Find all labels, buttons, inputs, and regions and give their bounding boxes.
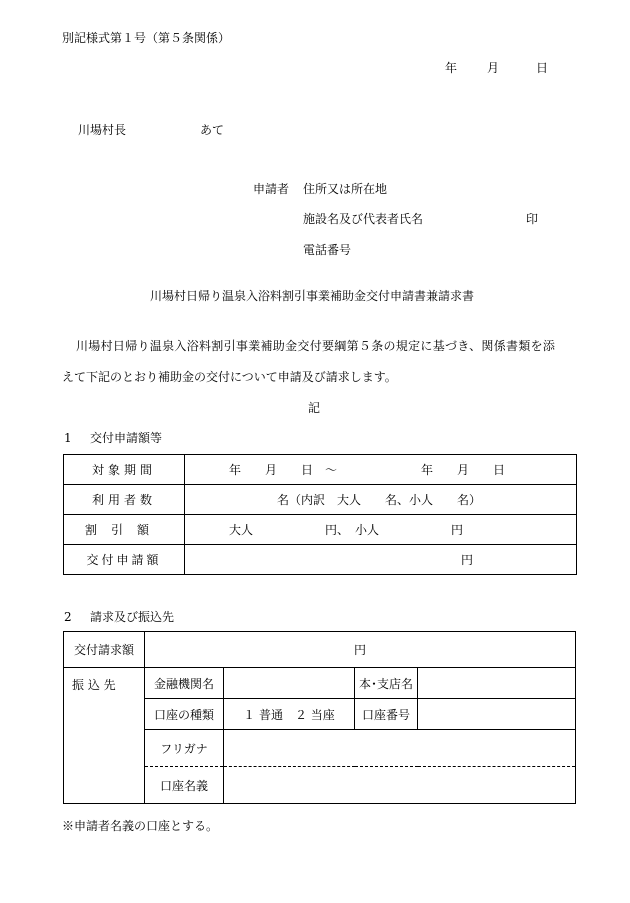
- transfer-table: [63, 631, 576, 804]
- footnote: ※申請者名義の口座とする。: [62, 819, 219, 833]
- request-value[interactable]: 円: [145, 632, 576, 668]
- discount-label: 割引額: [64, 515, 185, 545]
- account-number-field[interactable]: [418, 699, 576, 730]
- furigana-label: フリガナ: [145, 730, 224, 767]
- account-number-label: 口座番号: [355, 699, 418, 730]
- body-line-1: 川場村日帰り温泉入浴料割引事業補助金交付要綱第５条の規定に基づき、関係書類を添: [76, 339, 556, 353]
- discount-value[interactable]: 大人 円、 小人 円: [185, 515, 577, 545]
- section1-number: 1: [64, 431, 72, 445]
- period-value[interactable]: 年 月 日 ～ 年 月 日: [185, 455, 577, 485]
- ki-mark: 記: [308, 401, 321, 415]
- account-type-label: 口座の種類: [145, 699, 224, 730]
- applicant-facility: 施設名及び代表者氏名: [303, 212, 424, 226]
- table-row: [64, 455, 577, 485]
- account-type-value[interactable]: １ 普通 ２ 当座: [224, 699, 355, 730]
- applicant-phone: 電話番号: [303, 243, 352, 257]
- account-name-label: 口座名義: [145, 767, 224, 804]
- applicant-address: 住所又は所在地: [303, 182, 388, 196]
- date-month: 月: [487, 61, 500, 75]
- table-row: [64, 485, 577, 515]
- date-year: 年: [445, 61, 458, 75]
- branch-label: 本･支店名: [355, 668, 418, 699]
- table-row: [64, 632, 576, 668]
- users-value[interactable]: 名（内訳 大人 名、小人 名）: [185, 485, 577, 515]
- section1-heading: 交付申請額等: [90, 431, 163, 445]
- section2-number: 2: [64, 610, 72, 624]
- request-amount-label: 交付申請額: [64, 545, 185, 575]
- bank-label: 金融機関名: [145, 668, 224, 699]
- users-label: 利用者数: [64, 485, 185, 515]
- body-line-2: えて下記のとおり補助金の交付について申請及び請求します。: [62, 370, 397, 384]
- transfer-label: 振 込 先: [64, 668, 145, 804]
- bank-field[interactable]: [224, 668, 355, 699]
- form-id: 別記様式第１号（第５条関係）: [62, 31, 231, 45]
- date-day: 日: [536, 61, 549, 75]
- document-title: 川場村日帰り温泉入浴料割引事業補助金交付申請書兼請求書: [150, 289, 475, 303]
- account-name-field[interactable]: [224, 767, 576, 804]
- seal-mark: 印: [526, 212, 539, 226]
- branch-field[interactable]: [418, 668, 576, 699]
- section2-heading: 請求及び振込先: [90, 610, 175, 624]
- applicant-label: 申請者: [253, 182, 290, 196]
- table-row: [64, 515, 577, 545]
- request-amount-value[interactable]: 円: [185, 545, 577, 575]
- addressee-name: 川場村長: [78, 123, 127, 137]
- application-table: [63, 454, 577, 575]
- table-row: [64, 545, 577, 575]
- period-label: 対象期間: [64, 455, 185, 485]
- request-label: 交付請求額: [64, 632, 145, 668]
- table-row: [64, 668, 576, 699]
- addressee-suffix: あて: [200, 123, 225, 137]
- furigana-field[interactable]: [224, 730, 576, 767]
